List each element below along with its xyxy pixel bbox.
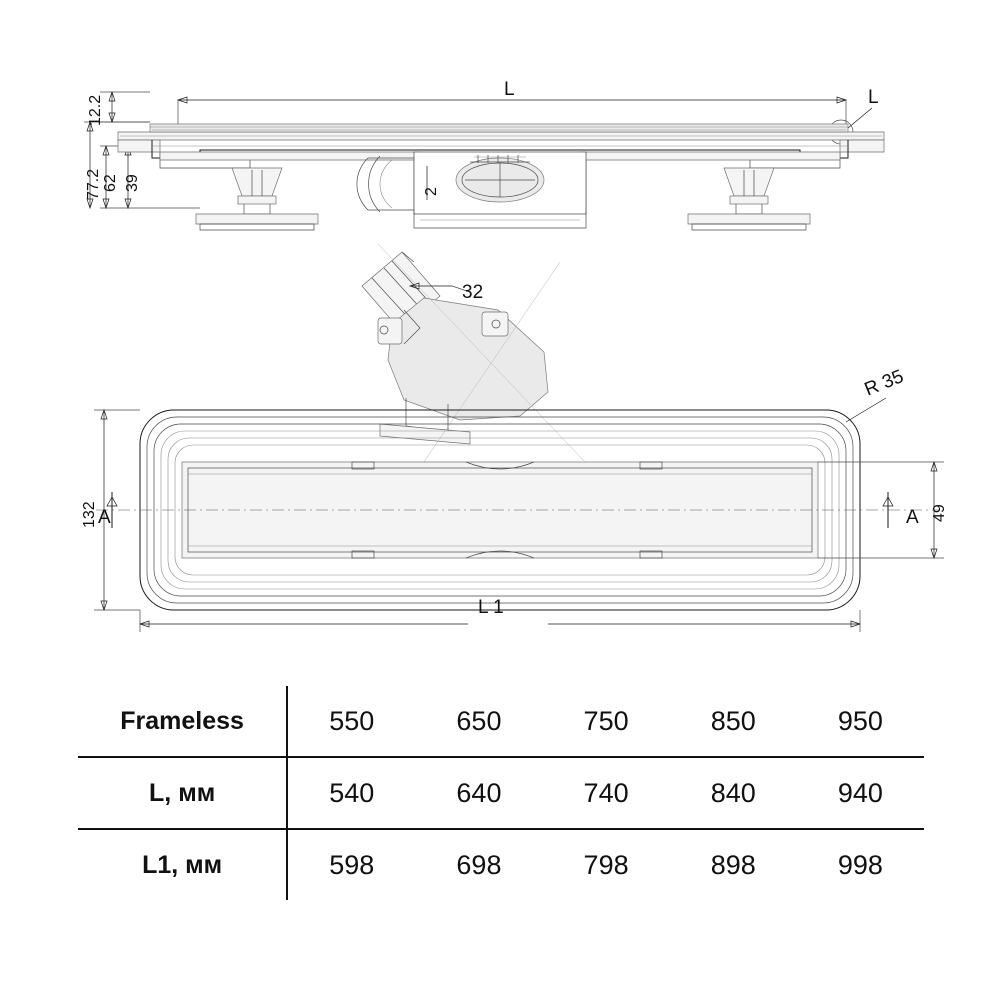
cell-L1-4: 898 — [710, 849, 756, 880]
table-row — [78, 686, 924, 757]
dim-label-L1: L 1 — [478, 597, 504, 618]
cell-frameless-2: 650 — [415, 686, 542, 757]
cell-L1-5: 998 — [837, 849, 883, 880]
cell-frameless-1: 550 — [287, 686, 415, 757]
row-header-frameless: Frameless — [78, 686, 287, 757]
cell-L-2: 640 — [415, 757, 542, 829]
dim-label-62: 62 — [102, 174, 119, 192]
cell-L-4: 840 — [670, 757, 797, 829]
cell-frameless-4: 850 — [670, 686, 797, 757]
section-view-group — [84, 92, 884, 230]
cell-L-3: 740 — [543, 757, 670, 829]
section-marker-right-A: A — [906, 507, 919, 528]
dim-label-2: 2 — [423, 187, 440, 196]
cell-L1-2: 698 — [456, 849, 502, 880]
dim-label-39: 39 — [124, 174, 141, 192]
table-row — [78, 829, 924, 900]
dim-label-L-top: L — [504, 79, 515, 100]
table-row — [78, 757, 924, 829]
spec-table — [78, 686, 924, 900]
row-header-L1: L1, мм — [78, 829, 287, 900]
cell-L1-1: 598 — [329, 849, 375, 880]
dim-label-12-2: 12.2 — [87, 94, 104, 126]
dim-label-49: 49 — [931, 504, 948, 522]
cell-frameless-3: 750 — [543, 686, 670, 757]
plan-view-group — [94, 398, 944, 632]
dim-label-77-2: 77.2 — [85, 168, 102, 200]
cell-L-5: 940 — [797, 757, 924, 829]
dim-label-132: 132 — [81, 501, 98, 528]
cell-frameless-5: 950 — [797, 686, 924, 757]
cell-L1-3: 798 — [583, 849, 629, 880]
dim-label-L-detail: L — [868, 87, 879, 108]
dim-label-R35: R 35 — [861, 366, 907, 401]
row-header-L: L, мм — [78, 757, 287, 829]
cell-L-1: 540 — [287, 757, 415, 829]
dim-label-32: 32 — [462, 282, 484, 303]
section-marker-left-A: A — [98, 507, 111, 528]
